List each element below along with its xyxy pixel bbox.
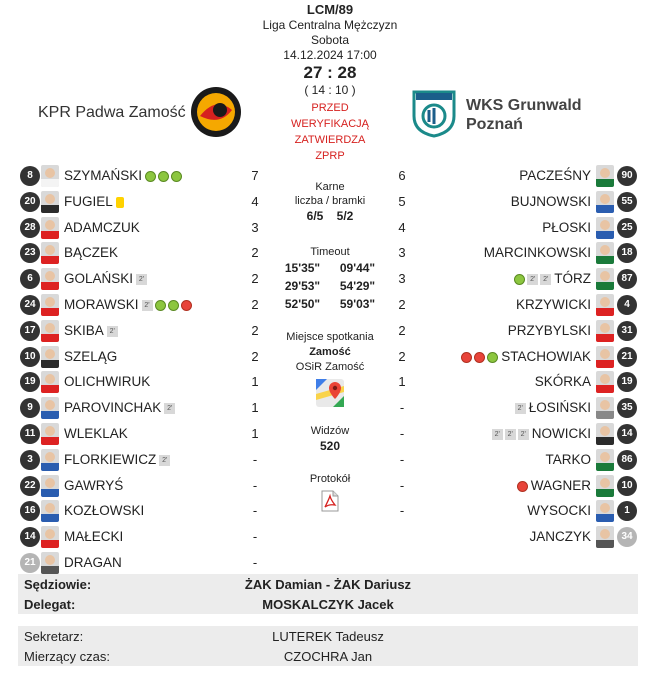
player-number-badge: 4 (617, 295, 637, 315)
player-row[interactable] (0, 292, 290, 318)
player-name[interactable]: BĄCZEK (64, 245, 119, 261)
player-name-cell (64, 245, 118, 260)
goal-ball-icon (158, 171, 169, 182)
penalty-icon (474, 352, 485, 363)
player-name-cell (458, 349, 591, 364)
player-number-badge: 3 (20, 450, 40, 470)
player-row[interactable] (0, 163, 290, 189)
penalty-icon (517, 481, 528, 492)
two-minute-suspension-icon: 2' (107, 326, 118, 337)
away-team-logo[interactable] (410, 88, 458, 138)
player-row[interactable] (371, 447, 661, 473)
player-row[interactable] (0, 524, 290, 550)
two-minute-suspension-icon: 2' (527, 274, 538, 285)
status-line: WERYFIKACJĄ (290, 118, 370, 130)
player-name[interactable]: WYSOCKI (527, 503, 591, 519)
player-photo[interactable] (41, 191, 59, 213)
player-row[interactable] (371, 240, 661, 266)
timeout-home: 52'50" (284, 297, 321, 311)
player-number-badge: 14 (20, 527, 40, 547)
timeout-home: 15'35" (284, 261, 321, 275)
player-number-badge: 14 (617, 424, 637, 444)
player-number-badge: 8 (20, 166, 40, 186)
home-team-logo[interactable] (190, 86, 242, 138)
match-datetime: 14.12.2024 17:00 (283, 48, 377, 62)
player-goals: 2 (251, 271, 259, 287)
player-number-badge: 34 (617, 527, 637, 547)
league-name: Liga Centralna Mężczyzn (262, 18, 398, 32)
player-photo[interactable] (596, 449, 614, 471)
player-name[interactable]: PACZEŚNY (519, 168, 591, 183)
player-name-cell (519, 168, 591, 183)
player-number-badge: 11 (20, 424, 40, 444)
player-photo[interactable] (41, 242, 59, 264)
player-name-cell (64, 297, 195, 312)
player-name[interactable]: TARKO (545, 451, 591, 467)
player-name[interactable]: FUGIEL (64, 193, 113, 209)
player-row[interactable] (0, 344, 290, 370)
referees-row (18, 574, 638, 594)
player-name[interactable]: NOWICKI (531, 425, 591, 441)
player-photo[interactable] (41, 500, 59, 522)
player-goals: 1 (251, 400, 259, 416)
player-number-badge: 1 (617, 501, 637, 521)
player-goals: 4 (251, 193, 259, 209)
player-name-cell (64, 349, 117, 364)
player-name-cell (64, 271, 150, 286)
delegate-row (18, 594, 638, 614)
player-photo[interactable] (41, 423, 59, 445)
referees-label: Sędziowie: (24, 577, 92, 592)
player-goals: - (399, 425, 405, 441)
player-number-badge: 16 (20, 501, 40, 521)
goal-ball-icon (514, 274, 525, 285)
player-photo[interactable] (41, 294, 59, 316)
player-row[interactable] (371, 163, 661, 189)
two-minute-suspension-icon: 2' (505, 429, 516, 440)
penalties-home: 6/5 (306, 209, 324, 223)
yellow-card-icon (116, 197, 124, 208)
player-name[interactable]: MAŁECKI (64, 529, 124, 545)
player-photo[interactable] (596, 500, 614, 522)
player-name-cell (511, 194, 591, 209)
player-number-badge: 87 (617, 269, 637, 289)
player-photo[interactable] (596, 397, 614, 419)
player-events (514, 274, 551, 285)
player-photo[interactable] (596, 475, 614, 497)
player-photo[interactable] (41, 397, 59, 419)
referees-value: ŻAK Damian - ŻAK Dariusz (244, 577, 412, 592)
player-row[interactable] (371, 369, 661, 395)
player-photo[interactable] (41, 449, 59, 471)
protocol-label: Protokół (309, 473, 351, 485)
player-name-cell (484, 245, 591, 260)
player-name-cell (529, 529, 591, 544)
player-events (515, 403, 526, 414)
player-row[interactable] (371, 215, 661, 241)
player-events (461, 352, 498, 363)
venue-label: Miejsce spotkania (286, 331, 374, 343)
match-status (230, 100, 430, 164)
player-photo[interactable] (596, 268, 614, 290)
timeout-home: 29'53" (284, 279, 321, 293)
player-number-badge: 17 (20, 321, 40, 341)
player-photo[interactable] (596, 320, 614, 342)
player-row[interactable] (0, 447, 290, 473)
player-photo[interactable] (41, 552, 59, 574)
player-row[interactable] (0, 473, 290, 499)
player-row[interactable] (371, 189, 661, 215)
viewers-count: 520 (319, 439, 341, 453)
player-row[interactable] (0, 318, 290, 344)
player-number-badge: 23 (20, 243, 40, 263)
player-goals: - (252, 529, 258, 545)
match-stats-column (270, 180, 390, 512)
status-line: ZATWIERDZA (294, 134, 366, 146)
player-name-cell (64, 168, 185, 183)
player-name-cell (527, 503, 591, 518)
player-name[interactable]: SKIBA (64, 322, 104, 338)
penalty-icon (181, 300, 192, 311)
player-photo[interactable] (41, 268, 59, 290)
player-goals: - (399, 451, 405, 467)
player-photo[interactable] (41, 320, 59, 342)
two-minute-suspension-icon: 2' (515, 403, 526, 414)
match-header (0, 0, 661, 160)
player-goals: 1 (398, 374, 406, 390)
player-events (492, 429, 529, 440)
away-team-name-line: Poznań (466, 116, 523, 133)
player-name-cell (511, 271, 591, 286)
player-name[interactable]: WLEKLAK (64, 425, 128, 441)
player-number-badge: 28 (20, 218, 40, 238)
player-events (142, 300, 192, 311)
penalties-away: 5/2 (336, 209, 354, 223)
player-photo[interactable] (596, 346, 614, 368)
player-goals: 2 (251, 348, 259, 364)
player-name-cell (512, 400, 591, 415)
player-name-cell (542, 220, 591, 235)
player-number-badge: 10 (20, 347, 40, 367)
player-name[interactable]: ŁOSIŃSKI (528, 400, 591, 416)
player-number-badge: 35 (617, 398, 637, 418)
status-line: ZPRP (315, 150, 345, 162)
player-row[interactable] (371, 421, 661, 447)
player-photo[interactable] (596, 526, 614, 548)
player-name[interactable]: OLICHWIRUK (64, 374, 151, 390)
venue-city: Zamość (309, 346, 351, 358)
player-number-badge: 19 (617, 372, 637, 392)
player-number-badge: 10 (617, 476, 637, 496)
goal-ball-icon (145, 171, 156, 182)
player-name-cell (64, 452, 173, 467)
player-number-badge: 90 (617, 166, 637, 186)
player-name[interactable]: TÓRZ (554, 271, 591, 287)
player-name[interactable]: SZELĄG (64, 348, 118, 364)
player-goals: 1 (251, 425, 259, 441)
player-goals: - (399, 477, 405, 493)
home-players-list (0, 163, 290, 576)
officials-divider (18, 614, 638, 626)
player-goals: 2 (251, 296, 259, 312)
player-photo[interactable] (41, 371, 59, 393)
player-photo[interactable] (41, 526, 59, 548)
player-number-badge: 24 (20, 295, 40, 315)
player-row[interactable] (0, 498, 290, 524)
player-name[interactable]: ADAMCZUK (64, 219, 140, 235)
player-events (164, 403, 175, 414)
player-name[interactable]: FLORKIEWICZ (64, 451, 157, 467)
player-goals: 3 (398, 245, 406, 261)
player-name[interactable]: GOLAŃSKI (64, 271, 134, 287)
player-name-cell (64, 323, 121, 338)
player-row[interactable] (371, 344, 661, 370)
player-goals: - (399, 400, 405, 416)
goal-ball-icon (171, 171, 182, 182)
player-number-badge: 9 (20, 398, 40, 418)
player-number-badge: 6 (20, 269, 40, 289)
half-score: ( 14 : 10 ) (304, 83, 356, 97)
player-goals: 4 (398, 219, 406, 235)
player-number-badge: 31 (617, 321, 637, 341)
player-photo[interactable] (596, 165, 614, 187)
player-goals: 7 (251, 168, 259, 183)
player-name[interactable]: SKÓRKA (534, 374, 591, 390)
player-number-badge: 55 (617, 192, 637, 212)
timeout-away: 54'29" (339, 279, 376, 293)
player-number-badge: 21 (617, 347, 637, 367)
player-number-badge: 18 (617, 243, 637, 263)
player-name[interactable]: WAGNER (530, 477, 591, 493)
player-name-cell (508, 323, 591, 338)
player-photo[interactable] (41, 165, 59, 187)
player-name-cell (64, 555, 122, 570)
player-name[interactable]: SZYMAŃSKI (64, 168, 143, 183)
match-day: Sobota (310, 33, 350, 47)
player-row[interactable] (371, 292, 661, 318)
timekeeper-value: CZOCHRA Jan (283, 649, 373, 664)
penalties-values (270, 208, 390, 224)
player-row[interactable] (0, 240, 290, 266)
google-maps-icon[interactable] (315, 378, 345, 408)
player-photo[interactable] (596, 294, 614, 316)
player-row[interactable] (0, 550, 290, 576)
match-code: LCM/89 (306, 2, 354, 17)
player-number-badge: 22 (20, 476, 40, 496)
player-goals: 1 (251, 374, 259, 390)
player-number-badge: 20 (20, 192, 40, 212)
player-name[interactable]: PAROVINCHAK (64, 400, 162, 416)
player-goals: 3 (398, 271, 406, 287)
player-events (116, 197, 124, 208)
player-goals: - (252, 554, 258, 570)
secretary-label: Sekretarz: (24, 629, 84, 644)
player-row[interactable] (0, 266, 290, 292)
player-name-cell (545, 452, 591, 467)
player-events (136, 274, 147, 285)
player-goals: 6 (398, 168, 406, 183)
player-photo[interactable] (596, 371, 614, 393)
player-events (159, 455, 170, 466)
player-name-cell (64, 400, 178, 415)
player-name[interactable]: GAWRYŚ (64, 477, 124, 493)
player-goals: - (252, 503, 258, 519)
player-name[interactable]: JANCZYK (529, 529, 591, 545)
player-name[interactable]: STACHOWIAK (501, 348, 591, 364)
two-minute-suspension-icon: 2' (136, 274, 147, 285)
goal-ball-icon (155, 300, 166, 311)
secretary-value: LUTEREK Tadeusz (272, 629, 384, 644)
player-photo[interactable] (41, 475, 59, 497)
player-number-badge: 86 (617, 450, 637, 470)
officials-section (18, 574, 638, 666)
player-events (145, 171, 182, 182)
player-name[interactable]: MARCINKOWSKI (483, 245, 591, 261)
player-name-cell (516, 297, 591, 312)
player-name-cell (514, 478, 591, 493)
player-name[interactable]: KOZŁOWSKI (64, 503, 145, 519)
player-row[interactable] (0, 189, 290, 215)
penalties-label: Karne (315, 181, 345, 193)
player-row[interactable] (371, 318, 661, 344)
goal-ball-icon (168, 300, 179, 311)
player-photo[interactable] (596, 242, 614, 264)
player-row[interactable] (0, 215, 290, 241)
secretary-row (18, 626, 638, 646)
player-name-cell (489, 426, 591, 441)
player-goals: - (399, 503, 405, 519)
player-name-cell (64, 374, 150, 389)
goal-ball-icon (487, 352, 498, 363)
player-name[interactable]: DRAGAN (64, 554, 122, 570)
two-minute-suspension-icon: 2' (159, 455, 170, 466)
timeout-away: 09'44" (339, 261, 376, 275)
two-minute-suspension-icon: 2' (142, 300, 153, 311)
player-name-cell (64, 529, 123, 544)
player-goals: 2 (398, 322, 406, 338)
away-team-name[interactable] (466, 96, 582, 134)
two-minute-suspension-icon: 2' (540, 274, 551, 285)
player-row[interactable] (371, 395, 661, 421)
timeout-away: 59'03" (339, 297, 376, 311)
timeout-label: Timeout (310, 246, 350, 258)
timekeeper-row (18, 646, 638, 666)
player-row[interactable] (0, 395, 290, 421)
player-photo[interactable] (596, 191, 614, 213)
venue-place: OSiR Zamość (295, 361, 365, 373)
player-photo[interactable] (596, 217, 614, 239)
player-name[interactable]: KRZYWICKI (515, 296, 591, 312)
player-goals: 5 (398, 193, 406, 209)
player-name-cell (64, 478, 123, 493)
two-minute-suspension-icon: 2' (518, 429, 529, 440)
player-name-cell (64, 503, 144, 518)
penalty-icon (461, 352, 472, 363)
player-name-cell (64, 426, 128, 441)
player-name-cell (64, 194, 127, 209)
home-team-name[interactable]: KPR Padwa Zamość (38, 104, 186, 121)
player-row[interactable] (0, 369, 290, 395)
two-minute-suspension-icon: 2' (164, 403, 175, 414)
away-team-name-line: WKS Grunwald (466, 97, 582, 114)
player-goals: 2 (251, 245, 259, 261)
player-events (107, 326, 118, 337)
player-name-cell (64, 220, 140, 235)
player-number-badge: 19 (20, 372, 40, 392)
status-line: PRZED (311, 102, 349, 114)
timeout-table (270, 259, 390, 313)
player-photo[interactable] (41, 346, 59, 368)
player-name[interactable]: PRZYBYLSKI (507, 322, 591, 338)
player-number-badge: 21 (20, 553, 40, 573)
player-name[interactable]: MORAWSKI (64, 296, 139, 312)
player-goals: 2 (398, 296, 406, 312)
timekeeper-label: Mierzący czas: (24, 649, 110, 664)
player-name-cell (535, 374, 591, 389)
player-photo[interactable] (596, 423, 614, 445)
player-row[interactable] (371, 473, 661, 499)
player-goals: 3 (251, 219, 259, 235)
player-goals: 2 (251, 322, 259, 338)
player-name[interactable]: BUJNOWSKI (510, 193, 591, 209)
pdf-icon[interactable] (320, 490, 340, 512)
player-row[interactable] (371, 498, 661, 524)
player-goals: - (252, 477, 258, 493)
player-row[interactable] (371, 524, 661, 550)
delegate-label: Delegat: (24, 597, 76, 612)
player-number-badge: 25 (617, 218, 637, 238)
away-players-list (371, 163, 661, 550)
player-events (517, 481, 528, 492)
player-name[interactable]: PŁOSKI (542, 219, 591, 235)
two-minute-suspension-icon: 2' (492, 429, 503, 440)
player-photo[interactable] (41, 217, 59, 239)
viewers-label: Widzów (310, 425, 350, 437)
player-goals: - (252, 451, 258, 467)
player-goals: 2 (398, 348, 406, 364)
penalties-sublabel: liczba / bramki (294, 195, 366, 207)
match-info (230, 2, 430, 164)
delegate-value: MOSKALCZYK Jacek (262, 597, 394, 612)
final-score: 27 : 28 (303, 63, 357, 82)
player-row[interactable] (371, 266, 661, 292)
player-row[interactable] (0, 421, 290, 447)
